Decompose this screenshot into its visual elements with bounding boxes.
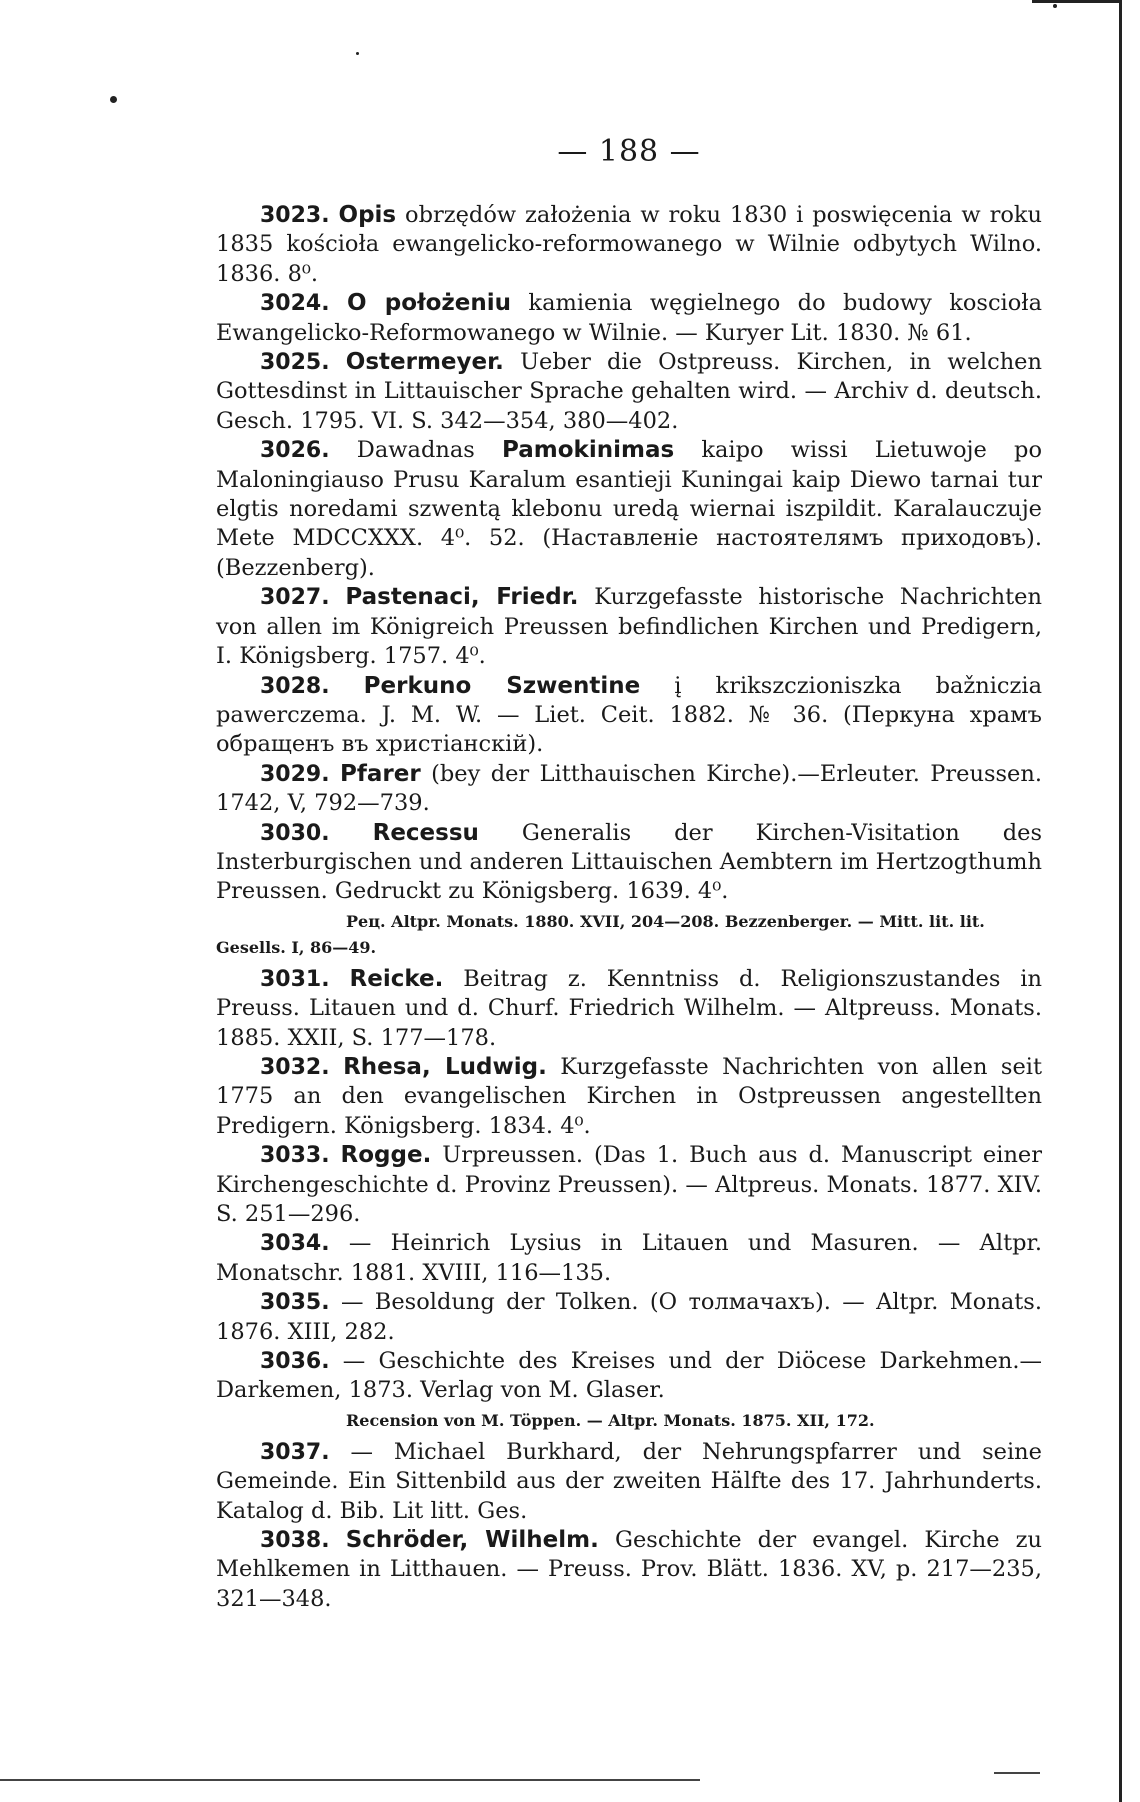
entry-pretext: Dawadnas bbox=[329, 437, 503, 464]
entry-head: Pamokinimas bbox=[502, 437, 675, 464]
bibliography-entry bbox=[216, 1438, 1042, 1526]
bibliography-entry bbox=[216, 436, 1042, 583]
entry-head: Rogge. bbox=[340, 1142, 432, 1169]
bibliography-entry bbox=[216, 1229, 1042, 1288]
scan-border-top bbox=[1032, 0, 1122, 3]
bibliography-entry bbox=[216, 1053, 1042, 1141]
entry-text: — Heinrich Lysius in Litauen und Masuren. — Altpr. Monatschr. 1881. XVIII, 116—135. bbox=[216, 1230, 1042, 1286]
scan-dot bbox=[356, 52, 359, 55]
entry-number: 3038. bbox=[260, 1528, 330, 1554]
entry-text: (bey der Litthauischen Kirche).—Erleuter. Preussen. 1742, V, 792—739. bbox=[216, 760, 1043, 817]
entry-text: — Besoldung der Tolken. (О толмачахъ). — Altpr. Monats. 1876. XIII, 282. bbox=[216, 1289, 1042, 1345]
page-number: — 188 — bbox=[557, 134, 701, 169]
entry-number: 3031. bbox=[260, 966, 330, 992]
entry-number: 3026. bbox=[260, 438, 330, 464]
entry-head: Ostermeyer. bbox=[345, 349, 504, 376]
entry-head: Rhesa, Ludwig. bbox=[343, 1053, 547, 1080]
bibliography-entry bbox=[216, 965, 1042, 1053]
entry-number: 3037. bbox=[260, 1439, 330, 1465]
entry-head: Reicke. bbox=[349, 965, 444, 992]
entry-text: Kurzgefasste historische Nachrichten von allen im Königreich Preussen befindlichen Kirchen und Predigern, I. Königsberg. 1757. 4⁰. bbox=[216, 584, 1042, 670]
entry-number: 3033. bbox=[260, 1143, 330, 1169]
entry-head: Pfarer bbox=[340, 760, 421, 787]
entry-number: 3024. bbox=[260, 291, 330, 317]
bibliography-entry bbox=[216, 819, 1042, 907]
bibliography-entry bbox=[216, 672, 1042, 760]
bibliography-entry bbox=[216, 1288, 1042, 1347]
entry-text: — Geschichte des Kreises und der Diöcese Darkehmen.— Darkemen, 1873. Verlag von M. Glaser. bbox=[216, 1348, 1042, 1404]
entry-text: Ueber die Ostpreuss. Kirchen, in welchen Gottesdinst in Littauischer Sprache gehalten wird. — Archiv d. deutsch. Gesch. 1795. VI. S. 342—354, 380—402. bbox=[216, 349, 1042, 434]
scan-border-right bbox=[1119, 0, 1122, 1802]
entry-head: Schröder, Wilhelm. bbox=[345, 1527, 599, 1554]
entry-number: 3030. bbox=[260, 820, 330, 846]
entry-text: Beitrag z. Kenntniss d. Religionszustandes in Preuss. Litauen und d. Churf. Friedrich Wilhelm. — Altpreuss. Monats. 1885. XXII, S. 177—178. bbox=[216, 965, 1042, 1051]
entry-text: Generalis der Kirchen-Visitation des Insterburgischen und anderen Littauischen Aembtern im Hertzogthumh Preussen. Gedruckt zu Königsberg. 1639. 4⁰. bbox=[216, 819, 1043, 905]
entry-head: Opis bbox=[338, 202, 397, 228]
scan-dot bbox=[1053, 4, 1057, 8]
review-note: Recension von M. Töppen. — Altpr. Monats. 1875. XII, 172. bbox=[346, 1410, 875, 1430]
entry-text: kaipo wissi Lietuwoje po Maloningiauso Prusu Karalum esantieji Kuningai kaip Diewo tarnai tur elgtis noredami szwentą klebonu uredą wiernai iszpildit. Karalauczuje Mete MDCCXXX. 4⁰. 52. (Наставленіе настоятелямъ приходовъ). (Bezzenberg). bbox=[216, 437, 1042, 581]
entry-text: Kurzgefasste Nachrichten von allen seit 1775 an den evangelischen Kirchen in Ostpreussen angestellten Predigern. Königsberg. 1834. 4⁰. bbox=[216, 1053, 1043, 1139]
entry-text: kamienia węgielnego do budowy koscioła Ewangelicko-Reformowanego w Wilnie. — Kuryer Lit. 1830. № 61. bbox=[216, 290, 1042, 346]
entry-head: Recessu bbox=[372, 819, 479, 846]
bibliography-entry bbox=[216, 760, 1042, 819]
entry-number: 3036. bbox=[260, 1349, 330, 1375]
entry-number: 3025. bbox=[260, 350, 330, 376]
entry-number: 3032. bbox=[260, 1054, 330, 1080]
bibliography-entry bbox=[216, 289, 1042, 348]
entry-text: — Michael Burkhard, der Nehrungspfarrer und seine Gemeinde. Ein Sittenbild aus der zweiten Hälfte des 17. Jahrhunderts. Katalog d. Bib. Lit litt. Ges. bbox=[216, 1438, 1042, 1524]
entry-head: O położeniu bbox=[347, 290, 512, 317]
entry-number: 3035. bbox=[260, 1290, 330, 1316]
entry-head: Perkuno Szwentine bbox=[363, 672, 641, 699]
document-page bbox=[216, 134, 1042, 1614]
entry-text: į krikszczioniszka bažniczia pawerczema. J. M. W. — Liet. Ceit. 1882. № 36. (Перкуна храмъ обращенъ въ христіанскій). bbox=[216, 672, 1042, 758]
entry-number: 3034. bbox=[260, 1231, 330, 1257]
entry-head: Pastenaci, Friedr. bbox=[345, 584, 579, 611]
scan-bottom-mark bbox=[994, 1772, 1040, 1774]
entry-number: 3028. bbox=[260, 673, 330, 699]
entry-number: 3027. bbox=[260, 585, 330, 611]
entry-text: Geschichte der evangel. Kirche zu Mehlkemen in Litthauen. — Preuss. Prov. Blätt. 1836. XV, p. 217—235, 321—348. bbox=[216, 1527, 1043, 1612]
bibliography-entry bbox=[216, 1526, 1042, 1614]
scan-dot bbox=[110, 96, 117, 103]
entry-number: 3029. bbox=[260, 761, 330, 787]
scan-bottom-rule bbox=[0, 1779, 700, 1781]
entry-text: Urpreussen. (Das 1. Buch aus d. Manuscript einer Kirchengeschichte d. Provinz Preussen). — Altpreus. Monats. 1877. XIV. S. 251—296. bbox=[216, 1142, 1043, 1227]
bibliography-entry bbox=[216, 1141, 1042, 1229]
bibliography-entry bbox=[216, 348, 1042, 436]
entry-number: 3023. bbox=[260, 203, 330, 228]
bibliography-entry bbox=[216, 583, 1042, 671]
entry-text: obrzędów założenia w roku 1830 i poswięcenia w roku 1835 kościoła ewangelicko-reformowanego w Wilnie odbytych Wilno. 1836. 8⁰. bbox=[216, 202, 1043, 287]
bibliography-entry bbox=[216, 201, 1042, 289]
bibliography-entry bbox=[216, 1347, 1042, 1406]
review-note: Рец. Altpr. Monats. 1880. XVII, 204—208. Bezzenberger. — Mitt. lit. lit. Gesells. I, 86—49. bbox=[216, 911, 985, 957]
